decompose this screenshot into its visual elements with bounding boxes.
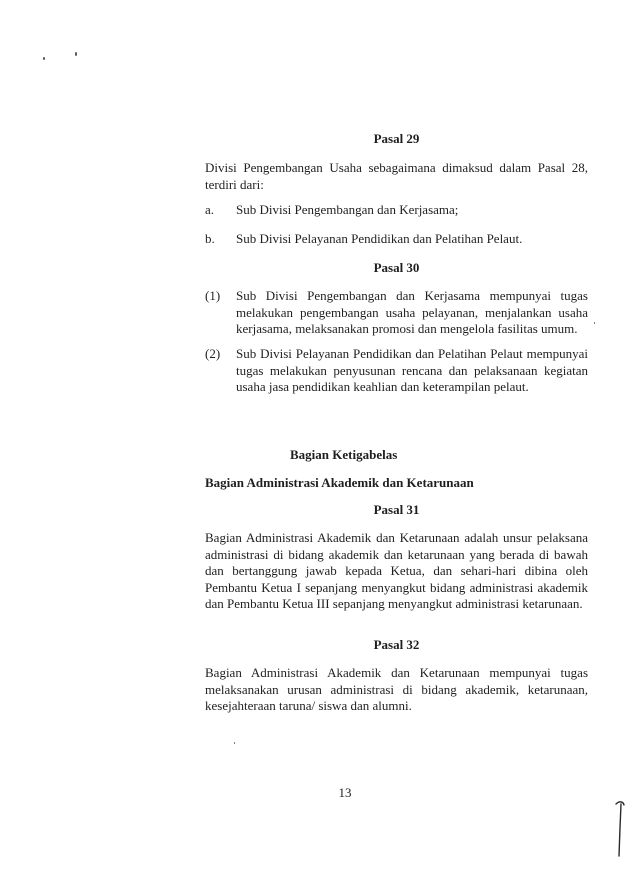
scan-speck (75, 52, 77, 56)
pasal-29-intro: Divisi Pengembangan Usaha sebagaimana dimaksud dalam Pasal 28, terdiri dari: (205, 160, 588, 192)
pasal-32-body: Bagian Administrasi Akademik dan Ketarunaan mempunyai tugas melaksanakan urusan administrasi di bidang akademik, ketarunaan, kesejahteraan taruna/ siswa dan alumni. (205, 665, 588, 713)
list-marker: (2) (205, 346, 221, 361)
list-item-text: Sub Divisi Pelayanan Pendidikan dan Pelatihan Pelaut mempunyai tugas melakukan penyusunan rencana dan pelaksanaan kegiatan usaha jasa pendidikan keahlian dan keterampilan pelaut. (236, 346, 588, 394)
pasal-29-item-a (205, 202, 588, 219)
page-number: 13 (338, 785, 352, 800)
list-item-text: Sub Divisi Pengembangan dan Kerjasama; (236, 202, 459, 217)
list-item-text: Sub Divisi Pelayanan Pendidikan dan Pelatihan Pelaut. (236, 231, 523, 246)
scan-speck (43, 57, 45, 60)
pasal-31-body: Bagian Administrasi Akademik dan Ketarunaan adalah unsur pelaksana administrasi di bidang akademik dan ketarunaan yang berada di bawah dan bertanggung jawab kepada Ketua, dan sehari-hari dibina oleh Pembantu Ketua I sepanjang menyangkut bidang administrasi akademik dan Pembantu Ketua III sepanjang menyangkut administrasi ketarunaan. (205, 530, 588, 611)
pasal-29-item-b (205, 231, 588, 248)
list-marker: b. (205, 231, 215, 246)
list-marker: a. (205, 202, 215, 217)
pasal-29-title: Pasal 29 (373, 131, 420, 146)
pasal-32-title: Pasal 32 (373, 637, 420, 652)
pasal-30-item-2 (205, 346, 588, 412)
scan-speck (594, 322, 595, 324)
pasal-30-title: Pasal 30 (373, 260, 420, 275)
bagian-subtitle: Bagian Administrasi Akademik dan Ketarunaan (205, 475, 474, 490)
handwritten-mark-icon (612, 798, 626, 860)
bagian-title: Bagian Ketigabelas (290, 447, 398, 462)
list-marker: (1) (205, 288, 221, 303)
scan-speck (234, 742, 235, 744)
pasal-31-title: Pasal 31 (373, 502, 420, 517)
list-item-text: Sub Divisi Pengembangan dan Kerjasama mempunyai tugas melakukan pengembangan usaha pelayanan, menjalankan usaha kerjasama, melaksanakan promosi dan mengelola fasilitas umum. (236, 288, 588, 336)
pasal-30-item-1 (205, 288, 588, 338)
